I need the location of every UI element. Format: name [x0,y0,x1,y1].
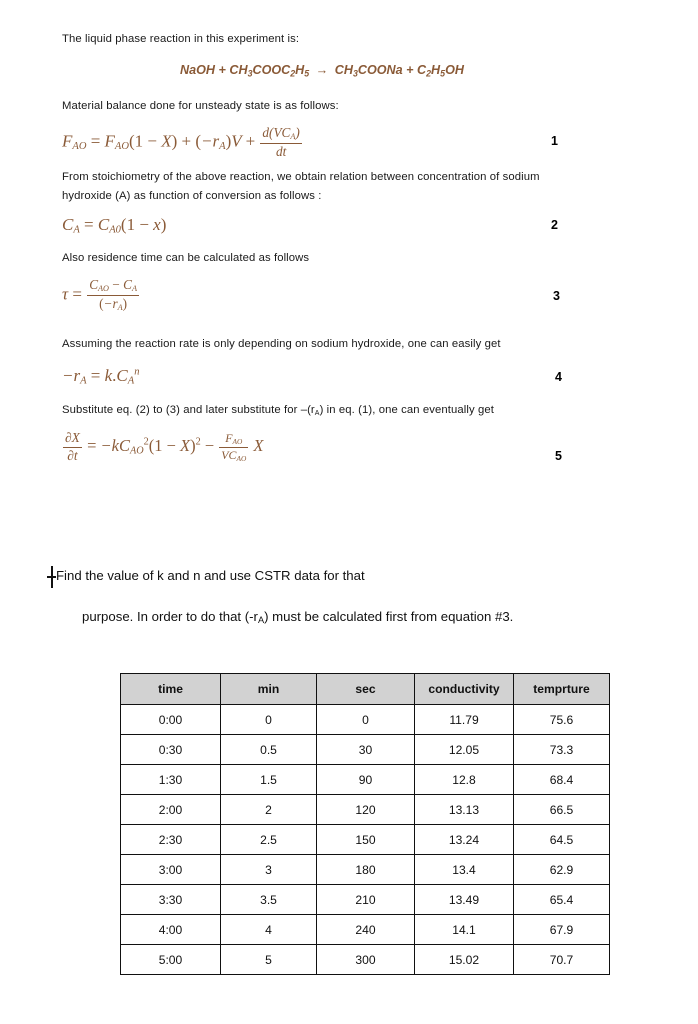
cell-temprture: 65.4 [514,885,610,915]
cstr-data-table [120,673,610,975]
table-body [121,705,610,975]
tick-horizontal-bar [47,576,56,578]
chemical-reaction-equation [180,63,464,78]
cell-temprture: 64.5 [514,825,610,855]
cell-temprture: 73.3 [514,735,610,765]
cell-time: 2:00 [121,795,221,825]
cell-time: 1:30 [121,765,221,795]
list-marker-tick-icon [47,566,56,588]
table-row [121,795,610,825]
residence-time-paragraph: Also residence time can be calculated as follows [62,252,310,264]
cell-min: 3 [221,855,317,885]
intro-paragraph: The liquid phase reaction in this experiment is: [62,33,300,45]
table-row [121,885,610,915]
equation-number-5: 5 [555,449,562,463]
cell-conductivity: 13.24 [415,825,514,855]
cell-temprture: 70.7 [514,945,610,975]
reaction-product-1: $CH_3COONa$ [334,63,403,79]
cell-sec: 150 [317,825,415,855]
cell-time: 0:30 [121,735,221,765]
cell-conductivity: 13.13 [415,795,514,825]
equation-number-2: 2 [551,218,558,232]
instruction-subscript-a: A [257,615,265,626]
cell-conductivity: 12.8 [415,765,514,795]
instruction-line-1: Find the value of k and n and use CSTR data for that [56,568,365,583]
cell-time: 4:00 [121,915,221,945]
material-balance-paragraph: Material balance done for unsteady state is as follows: [62,100,339,112]
table-header-conductivity: conductivity [415,674,514,705]
reaction-reactant-2: $CH_3COOC_2H_5$ [229,63,310,79]
cell-conductivity: 14.1 [415,915,514,945]
substitute-text: Substitute eq. (2) to (3) and later substitute for $-(r_A)$ in eq. (1), one can eventually get [62,404,494,417]
table-row [121,765,610,795]
equation-1-fraction: $\frac{d(VC_A)}{dt}$ [262,125,300,159]
cell-sec: 180 [317,855,415,885]
equation-5: $\frac{\partial X}{\partial t}$ = $-kC_{AO}^2(1 - X)^2$ − $\frac{F_{AO}}{VC_{AO}}$ X [65,430,264,463]
instruction-line-2-pre: purpose. In order to do that (-r [82,609,258,624]
cell-conductivity: 11.79 [415,705,514,735]
table-header-row [121,674,610,705]
cell-conductivity: 13.49 [415,885,514,915]
table-row [121,705,610,735]
cell-time: 5:00 [121,945,221,975]
equation-number-4: 4 [555,370,562,384]
cell-temprture: 62.9 [514,855,610,885]
table-header-temprture: temprture [514,674,610,705]
stoichiometry-paragraph-line2: hydroxide (A) as function of conversion as follows : [62,190,322,202]
table-row [121,915,610,945]
cell-sec: 300 [317,945,415,975]
cell-min: 5 [221,945,317,975]
reaction-plus-2: + [406,63,414,77]
substitute-paragraph [62,402,494,422]
cell-min: 4 [221,915,317,945]
equation-3: τ = $\frac{C_{AO} - C_A}{(-r_A)}$ [62,277,137,312]
equation-5-right-fraction: $\frac{F_{AO}}{VC_{AO}}$ [221,430,247,463]
cell-conductivity: 13.4 [415,855,514,885]
equation-number-1: 1 [551,134,558,148]
cell-time: 3:30 [121,885,221,915]
equation-2: $C_A = C_{A0}(1 - x)$ [62,215,167,236]
reaction-product-2: $C_2H_5OH$ [417,63,464,79]
cell-time: 2:30 [121,825,221,855]
table-header-sec: sec [317,674,415,705]
cell-min: 1.5 [221,765,317,795]
cell-time: 0:00 [121,705,221,735]
cell-temprture: 66.5 [514,795,610,825]
reaction-reactant-1: NaOH [180,63,215,77]
table-row [121,945,610,975]
table-row [121,735,610,765]
cell-sec: 240 [317,915,415,945]
equation-1: $F_{AO} = F_{AO}(1 - X) + (-r_A)V$ + $\frac{d(VC_A)}{dt}$ [62,125,300,159]
cell-conductivity: 12.05 [415,735,514,765]
cell-temprture: 67.9 [514,915,610,945]
rate-assumption-paragraph: Assuming the reaction rate is only depending on sodium hydroxide, one can easily get [62,338,501,350]
cell-sec: 210 [317,885,415,915]
cell-sec: 120 [317,795,415,825]
reaction-arrow-icon: → [315,63,329,77]
cell-sec: 90 [317,765,415,795]
cell-temprture: 68.4 [514,765,610,795]
stoichiometry-paragraph-line1: From stoichiometry of the above reaction, we obtain relation between concentration of sodium [62,171,540,183]
cell-min: 3.5 [221,885,317,915]
equation-number-3: 3 [553,289,560,303]
cell-time: 3:00 [121,855,221,885]
cell-sec: 30 [317,735,415,765]
equation-5-left-fraction: $\frac{\partial X}{\partial t}$ [65,430,80,463]
table-row [121,825,610,855]
cell-sec: 0 [317,705,415,735]
reaction-plus-1: + [218,63,226,77]
table-row [121,855,610,885]
cell-min: 0.5 [221,735,317,765]
table-header-min: min [221,674,317,705]
table-header-time: time [121,674,221,705]
instruction-line-2-post: ) must be calculated first from equation #3. [264,609,514,624]
cell-temprture: 75.6 [514,705,610,735]
cell-conductivity: 15.02 [415,945,514,975]
equation-4: $-r_A = k.C_A^n$ [62,366,140,387]
cell-min: 2 [221,795,317,825]
equation-3-fraction: $\frac{C_{AO} - C_A}{(-r_A)}$ [89,277,137,312]
cell-min: 2.5 [221,825,317,855]
cell-min: 0 [221,705,317,735]
instruction-line-2 [82,607,513,630]
cstr-data-table-wrapper [120,673,610,975]
